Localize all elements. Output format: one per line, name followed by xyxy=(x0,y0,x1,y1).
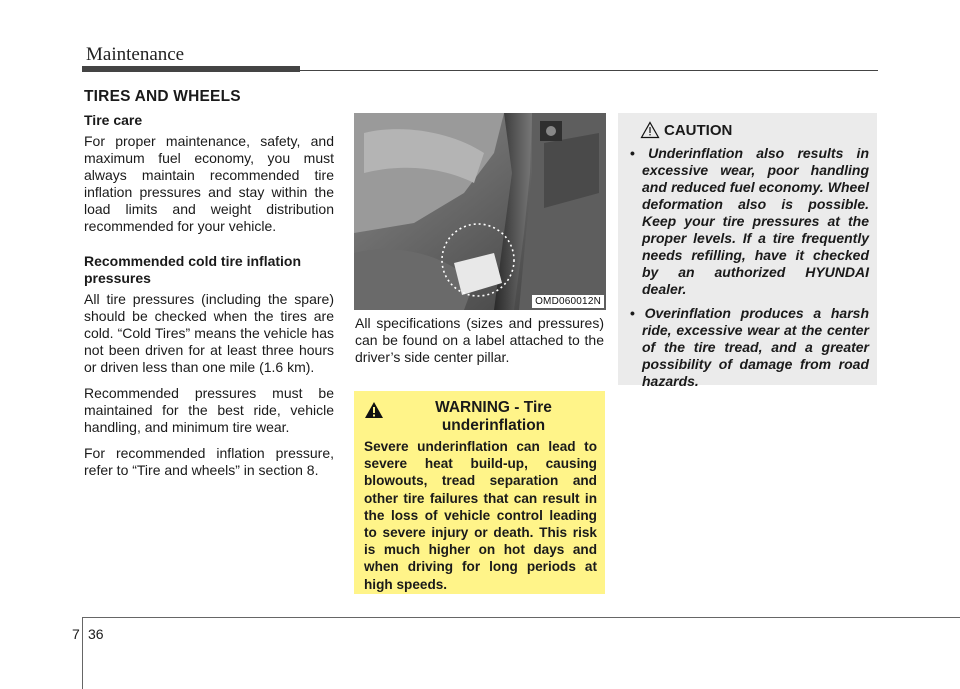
pressure-text-3: For recommended inflation pressure, refer to “Tire and wheels” in section 8. xyxy=(84,445,334,478)
footer-divider xyxy=(82,617,83,689)
caution-item: • Underinflation also results in excessive wear, poor handling and reduced fuel economy. Wheel deformation also is possible. Keep your tire pressures at the proper levels. If a tire frequently needs refilling, have it checked by an authorized HYUNDAI dealer. xyxy=(630,145,869,298)
figure-caption: All specifications (sizes and pressures) can be found on a label attached to the driver’s side center pillar. xyxy=(355,315,604,365)
page-number: 36 xyxy=(88,626,104,642)
caution-box xyxy=(618,113,877,389)
warning-box xyxy=(354,391,605,594)
chapter-number: 7 xyxy=(72,626,80,642)
caution-list xyxy=(630,145,869,390)
left-column xyxy=(84,112,334,488)
warning-body: Severe underinflation can lead to severe heat build-up, causing blowouts, tread separation and other tire failures that can result in the loss of vehicle control leading to severe injury or death. This risk is much higher on hot days and when driving for long periods at high speeds. xyxy=(364,439,597,592)
warning-triangle-icon xyxy=(364,401,384,419)
header-rule xyxy=(300,70,878,71)
warning-title: WARNING - Tire underinflation xyxy=(435,399,552,434)
pressure-heading: Recommended cold tire inflation pressures xyxy=(84,253,302,286)
door-pillar-figure xyxy=(354,113,606,310)
figure-label: OMD060012N xyxy=(532,295,604,308)
section-title: TIRES AND WHEELS xyxy=(84,88,241,105)
caution-item: • Overinflation produces a harsh ride, excessive wear at the center of the tire tread, and a greater possibility of damage from road hazards. xyxy=(630,305,869,390)
caution-title: CAUTION xyxy=(664,121,733,139)
door-pillar-illustration xyxy=(354,113,606,310)
pressure-text-2: Recommended pressures must be maintained for the best ride, vehicle handling, and minimum tire wear. xyxy=(84,385,334,435)
footer-rule xyxy=(82,617,960,618)
tire-care-text: For proper maintenance, safety, and maximum fuel economy, you must always maintain recommended tire inflation pressures and stay within the load limits and weight distribution recommended for your vehicle. xyxy=(84,133,334,234)
pressure-text-1: All tire pressures (including the spare) should be checked when the tires are cold. “Cold Tires” means the vehicle has not been driven for at least three hours or driven less than one mile (1.6 km). xyxy=(84,291,334,375)
header-bar xyxy=(82,66,300,72)
caution-triangle-icon xyxy=(640,121,660,139)
tire-care-heading: Tire care xyxy=(84,112,143,128)
header-title: Maintenance xyxy=(86,44,185,65)
